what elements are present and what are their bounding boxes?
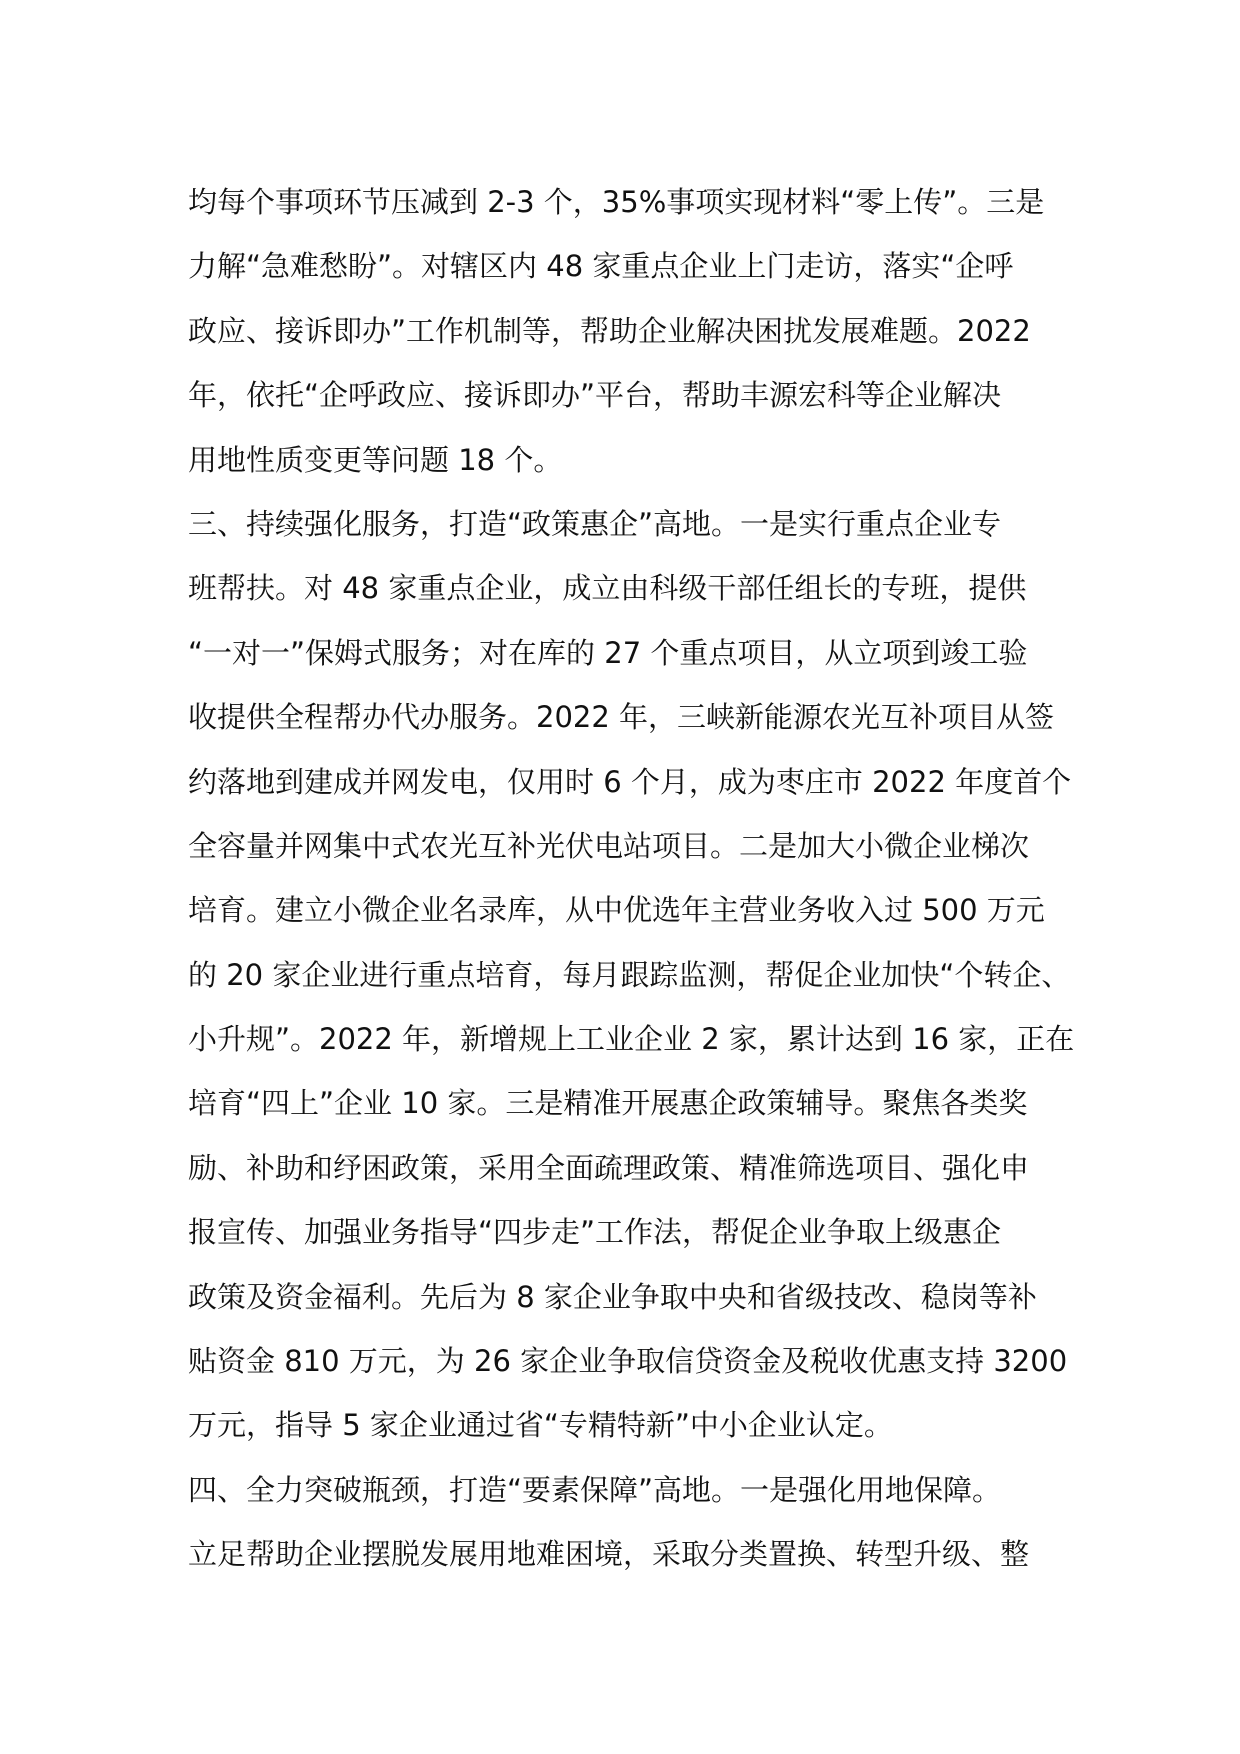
body-text [188,170,1075,1587]
text-line: 励、补助和纾困政策，采用全面疏理政策、精准筛选项目、强化申 [188,1150,1030,1185]
text-line: “一对一”保姆式服务；对在库的 27 个重点项目，从立项到竣工验 [188,635,1028,670]
text-line: 培育。建立小微企业名录库，从中优选年主营业务收入过 500 万元 [188,893,1045,928]
text-line: 立足帮助企业摆脱发展用地难困境，采取分类置换、转型升级、整 [188,1537,1030,1572]
text-line: 力解“急难愁盼”。对辖区内 48 家重点企业上门走访，落实“企呼 [188,249,1014,284]
text-line: 报宣传、加强业务指导“四步走”工作法，帮促企业争取上级惠企 [188,1215,1002,1250]
text-line: 培育“四上”企业 10 家。三是精准开展惠企政策辅导。聚焦各类奖 [188,1086,1028,1121]
text-line: 全容量并网集中式农光互补光伏电站项目。二是加大小微企业梯次 [188,828,1030,863]
text-line: 的 20 家企业进行重点培育，每月跟踪监测，帮促企业加快“个转企、 [188,957,1071,992]
text-line: 收提供全程帮办代办服务。2022 年，三峡新能源农光互补项目从签 [188,700,1055,735]
text-line: 政应、接诉即办”工作机制等，帮助企业解决困扰发展难题。2022 [188,313,1031,348]
text-line: 贴资金 810 万元，为 26 家企业争取信贷资金及税收优惠支持 3200 [188,1344,1068,1379]
text-line: 均每个事项环节压减到 2-3 个，35%事项实现材料“零上传”。三是 [188,185,1045,219]
section-heading-line: 四、全力突破瓶颈，打造“要素保障”高地。一是强化用地保障。 [188,1472,1002,1507]
text-line: 约落地到建成并网发电，仅用时 6 个月，成为枣庄市 2022 年度首个 [188,764,1072,799]
text-line: 政策及资金福利。先后为 8 家企业争取中央和省级技改、稳岗等补 [188,1279,1037,1314]
section-heading-line: 三、持续强化服务，打造“政策惠企”高地。一是实行重点企业专 [188,506,1002,541]
text-line: 班帮扶。对 48 家重点企业，成立由科级干部任组长的专班，提供 [188,571,1027,606]
text-line: 小升规”。2022 年，新增规上工业企业 2 家，累计达到 16 家，正在 [188,1022,1075,1057]
text-line: 万元，指导 5 家企业通过省“专精特新”中小企业认定。 [188,1408,893,1443]
text-line: 用地性质变更等问题 18 个。 [188,442,563,477]
text-line: 年，依托“企呼政应、接诉即办”平台，帮助丰源宏科等企业解决 [188,378,1002,413]
